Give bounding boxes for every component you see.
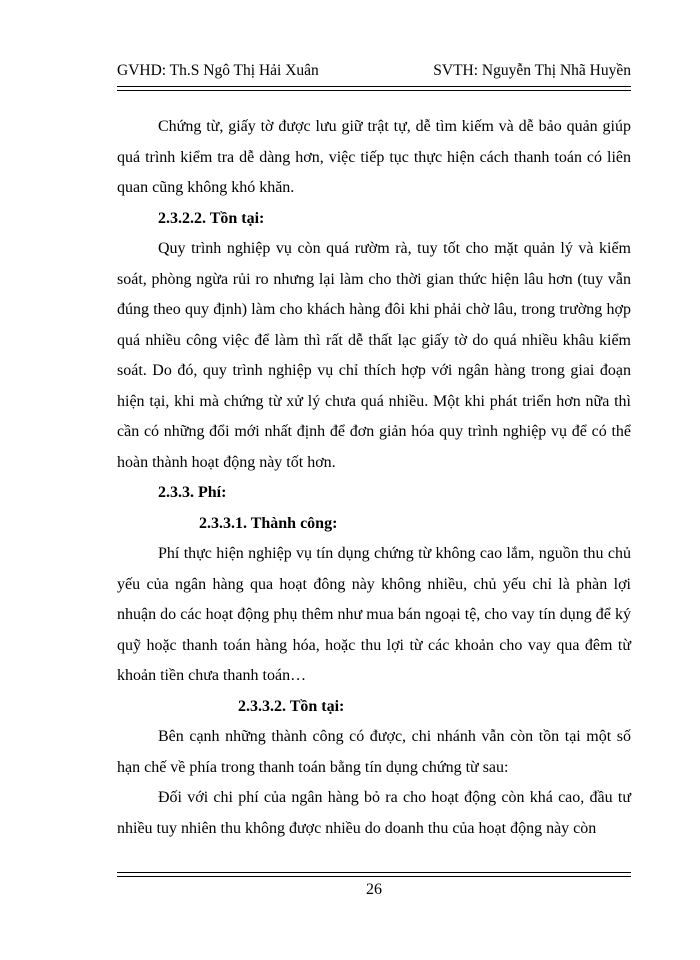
footer-rule-thick [117, 876, 631, 877]
heading-2-3-3: 2.3.3. Phí: [158, 484, 227, 501]
document-body [117, 112, 631, 844]
paragraph-costs: Đối với chi phí của ngân hàng bỏ ra cho hoạt động còn khá cao, đầu tư nhiều tuy nhiên thu không được nhiều do doanh thu của hoạt động này còn [117, 789, 631, 837]
heading-2-3-2-2: 2.3.2.2. Tồn tại: [158, 209, 265, 227]
page-number: 26 [366, 881, 382, 898]
student-label: SVTH: Nguyễn Thị Nhã Huyền [433, 62, 631, 79]
heading-2-3-3-2: 2.3.3.2. Tồn tại: [238, 697, 345, 715]
header-rule-thick [117, 86, 631, 87]
footer-rule-thin [117, 872, 631, 873]
paragraph-fee-limitations-intro: Bên cạnh những thành công có được, chi nhánh vẫn còn tồn tại một số hạn chế về phía trong thanh toán bằng tín dụng chứng từ sau: [117, 728, 631, 776]
paragraph-fee-success: Phí thực hiện nghiệp vụ tín dụng chứng từ không cao lắm, nguồn thu chủ yếu của ngân hàng qua hoạt đông này không nhiều, chủ yếu chỉ là phàn lợi nhuận do các hoạt động phụ thêm như mua bán ngoại tệ, cho vay tín dụng để ký quỹ hoặc thanh toán hàng hóa, hoặc thu lợi từ các khoản cho vay qua đêm từ khoản tiền chưa thanh toán… [117, 545, 631, 684]
supervisor-label: GVHD: Th.S Ngô Thị Hải Xuân [117, 62, 319, 79]
heading-2-3-3-1: 2.3.3.1. Thành công: [199, 514, 338, 532]
header-rule-thin [117, 90, 631, 91]
page-header [117, 62, 631, 80]
paragraph-documents-storage: Chứng từ, giấy tờ được lưu giữ trật tự, dễ tìm kiếm và dễ bảo quản giúp quá trình kiểm tra dễ dàng hơn, việc tiếp tục thực hiện cách thanh toán có liên quan cũng không khó khăn. [117, 118, 631, 196]
paragraph-process-limitations: Quy trình nghiệp vụ còn quá rườm rà, tuy tốt cho mặt quản lý và kiểm soát, phòng ngừa rủi ro nhưng lại làm cho thời gian thức hiện lâu hơn (tuy vẫn đúng theo quy định) làm cho khách hàng đôi khi phải chờ lâu, trong trường hợp quá nhiều công việc để làm thì rất dễ thất lạc giấy tờ do quá nhiều khâu kiểm soát. Do đó, quy trình nghiệp vụ chỉ thích hợp với ngân hàng trong giai đoạn hiện tại, khi mà chứng từ xử lý chưa quá nhiều. Một khi phát triển hơn nữa thì cần có những đổi mới nhất định để đơn giản hóa quy trình nghiệp vụ để có thể hoàn thành hoạt động này tốt hơn. [117, 240, 631, 471]
